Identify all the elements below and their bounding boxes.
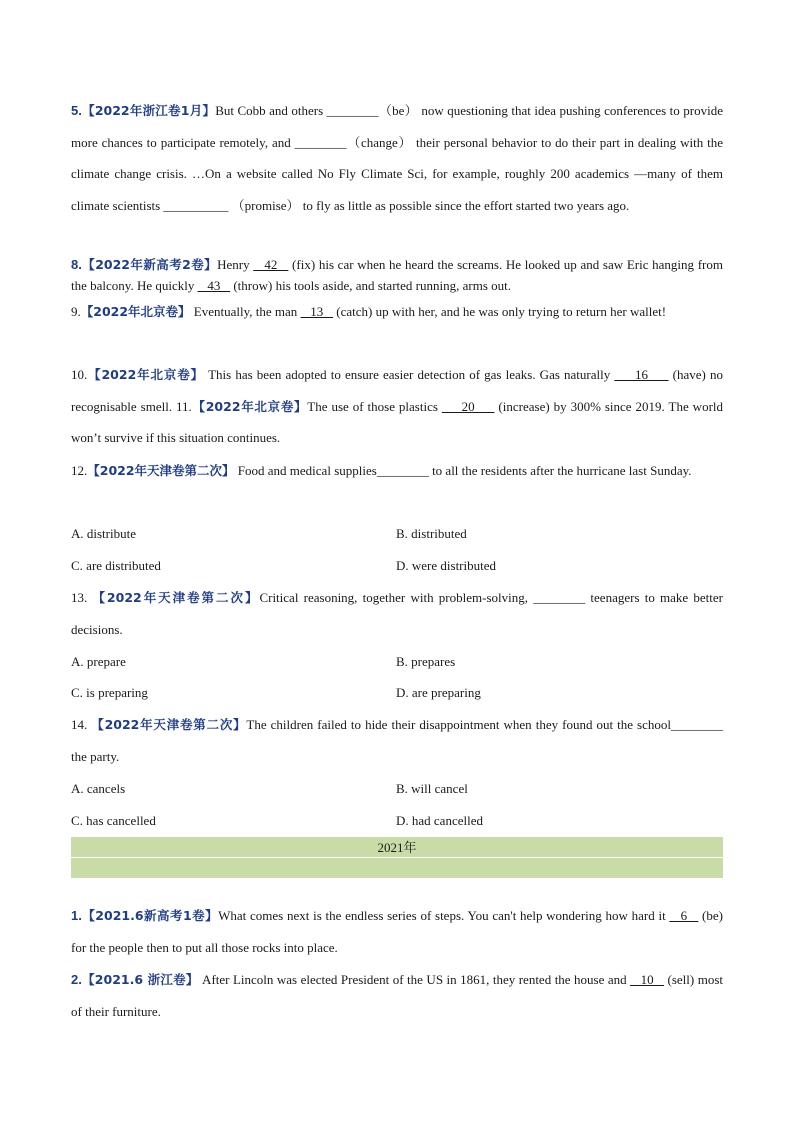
- question-number: 5.: [71, 103, 82, 118]
- banner-divider: [71, 857, 723, 858]
- question-text: （promise） to fly as little as possible since the effort started two years ago.: [228, 197, 630, 213]
- section-banner-title: 2021年: [377, 840, 417, 855]
- option-d: D. had cancelled: [396, 813, 483, 828]
- question-text: But Cobb and others: [215, 103, 327, 118]
- question-text: (be) for the people then to put all those rocks into place.: [71, 908, 723, 955]
- answer-blank: 6: [669, 908, 699, 923]
- question-number: 8.: [71, 257, 82, 272]
- question-text: (fix) his car when he heard the screams. He looked up and saw Eric hanging from the balcony. He quickly: [71, 257, 723, 293]
- answer-blank: 13: [300, 304, 334, 319]
- question-text: This has been adopted to ensure easier detection of gas leaks. Gas naturally: [204, 367, 615, 382]
- question-number: 1.: [71, 908, 82, 923]
- option-d: D. were distributed: [396, 558, 497, 573]
- question-number-11: 11.: [176, 398, 192, 414]
- question-14: [71, 709, 723, 772]
- option-d: D. are preparing: [396, 685, 481, 700]
- answer-blank: 42: [253, 257, 289, 272]
- option-c: C. is preparing: [71, 685, 148, 700]
- question-2021-2: [71, 964, 723, 1027]
- question-text: (catch) up with her, and he was only trying to return her wallet!: [333, 304, 667, 319]
- answer-blank: ________: [671, 717, 723, 732]
- answer-blank: ________: [294, 134, 347, 150]
- question-2021-1: [71, 900, 723, 963]
- question-12: [71, 455, 723, 487]
- question-source: 【2022年天津卷第二次】: [91, 717, 247, 732]
- question-source: 【2022年新高考2卷】: [81, 257, 218, 272]
- question-text: The use of those plastics: [307, 398, 442, 414]
- question-source: 【2022年北京卷】: [191, 398, 308, 414]
- question-source: 【2022年天津卷第二次】: [87, 463, 235, 478]
- option-b: B. will cancel: [396, 781, 468, 796]
- question-text: teenagers to make better decisions.: [71, 590, 724, 637]
- section-banner-2021: [71, 837, 723, 878]
- option-b: B. distributed: [396, 526, 467, 541]
- question-number: 2.: [71, 972, 82, 987]
- question-number: 10.: [71, 367, 88, 382]
- option-a: A. distribute: [71, 526, 136, 541]
- answer-blank: ________: [326, 103, 379, 118]
- question-text: Eventually, the man: [190, 304, 301, 319]
- question-text: （change） their personal behavior to do their part in dealing with the climate change crisis. …On a website called No Fly Climate Sci, for example, roughly 200 academics —many of them climate scientists: [71, 134, 724, 213]
- answer-blank: ________: [376, 463, 429, 478]
- option-a: A. prepare: [71, 654, 126, 669]
- question-number: 12.: [71, 463, 88, 478]
- answer-blank: 20: [441, 398, 495, 414]
- answer-blank: 16: [614, 367, 669, 382]
- question-text: (have) no recognisable smell.: [71, 367, 724, 414]
- question-text: （be） now questioning that idea pushing conferences to provide more chances to participate remotely, and: [71, 103, 723, 150]
- option-c: C. are distributed: [71, 558, 161, 573]
- option-b: B. prepares: [396, 654, 456, 669]
- question-text: Critical reasoning, together with problem-solving,: [259, 590, 534, 605]
- question-source: 【2022年浙江卷1月】: [81, 103, 216, 118]
- answer-blank: 43: [197, 278, 231, 293]
- question-text: (increase) by 300% since 2019. The world won’t survive if this situation continues.: [71, 398, 724, 445]
- question-text: (sell) most of their furniture.: [71, 972, 723, 1019]
- question-5: [71, 95, 723, 221]
- answer-blank: 10: [630, 972, 665, 987]
- question-text: (throw) his tools aside, and started running, arms out.: [230, 278, 511, 293]
- question-text: What comes next is the endless series of steps. You can't help wondering how hard it: [218, 908, 670, 923]
- question-8: [71, 254, 723, 296]
- question-text: Henry: [217, 257, 254, 272]
- question-number: 14.: [71, 717, 88, 732]
- question-source: 【2022年天津卷第二次】: [92, 590, 260, 605]
- question-text: to all the residents after the hurricane last Sunday.: [428, 463, 692, 478]
- question-number: 13.: [71, 590, 88, 605]
- option-c: C. has cancelled: [71, 813, 156, 828]
- question-source: 【2022年北京卷】: [87, 367, 204, 382]
- question-9: [71, 296, 723, 328]
- answer-blank: __________: [163, 197, 229, 213]
- question-source: 【2021.6 浙江卷】: [81, 972, 199, 987]
- question-text: Food and medical supplies: [234, 463, 377, 478]
- question-source: 【2021.6新高考1卷】: [81, 908, 219, 923]
- question-text: the party.: [71, 748, 120, 764]
- question-13: [71, 582, 723, 645]
- question-number: 9.: [71, 304, 81, 319]
- question-10: [71, 359, 723, 454]
- question-text: After Lincoln was elected President of the US in 1861, they rented the house and: [198, 972, 631, 987]
- answer-blank: ________: [533, 590, 586, 605]
- option-a: A. cancels: [71, 781, 126, 796]
- question-source: 【2022年北京卷】: [80, 304, 191, 319]
- question-text: The children failed to hide their disappointment when they found out the school: [246, 717, 671, 732]
